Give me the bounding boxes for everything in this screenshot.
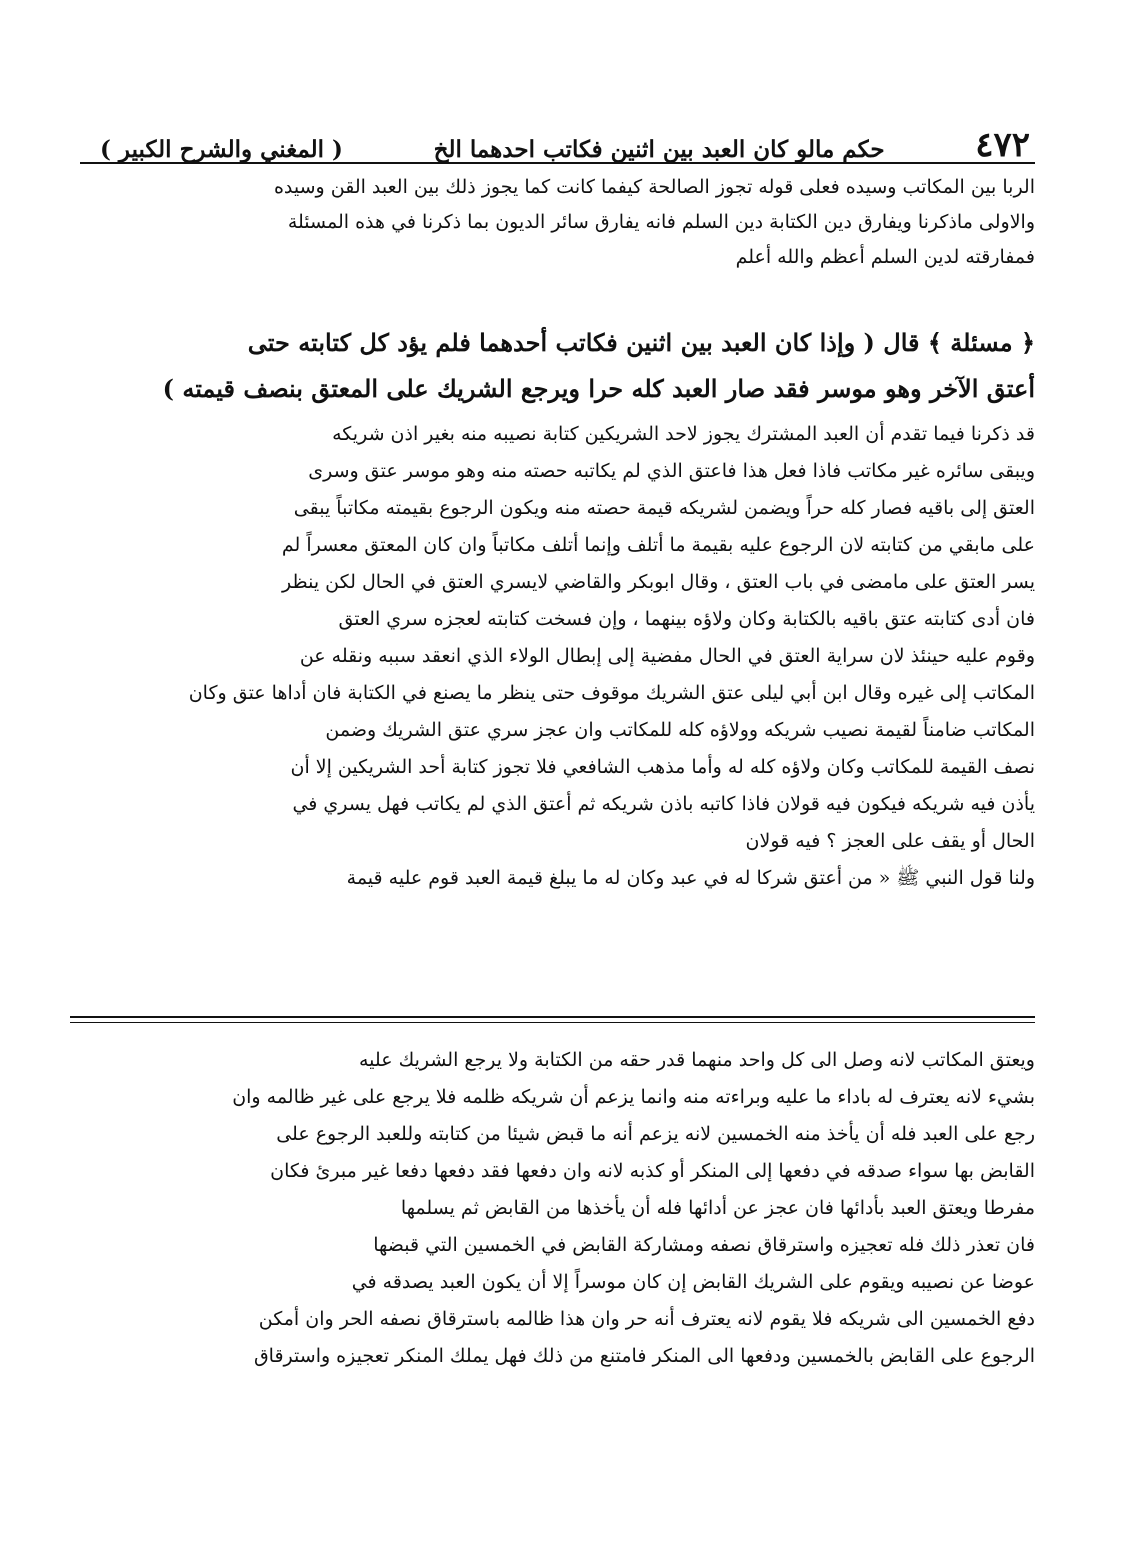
text-line: يسر العتق على مامضى في باب العتق ، وقال ابوبكر والقاضي لايسري العتق في الحال لكن ينظر: [282, 571, 1035, 593]
text-line: وقوم عليه حينئذ لان سراية العتق في الحال مفضية إلى إبطال الولاء الذي انعقد سببه ونقله عن: [299, 645, 1035, 667]
commentary-line: القابض بها سواء صدقه في دفعها إلى المنكر أو كذبه لانه وان دفعها فقد دفعها دفعا غير مبرئ فكان: [270, 1160, 1035, 1182]
section-divider-thin: [70, 1022, 1035, 1023]
commentary-line: فان تعذر ذلك فله تعجيزه واسترقاق نصفه ومشاركة القابض في الخمسين التي قبضها: [373, 1234, 1035, 1256]
text-line: نصف القيمة للمكاتب وكان ولاؤه كله له وأما مذهب الشافعي فلا تجوز كتابة أحد الشريكين إلا أن: [290, 756, 1035, 778]
text-line: الربا بين المكاتب وسيده فعلى قوله تجوز الصالحة كيفما كانت كما يجوز ذلك بين العبد القن وسيده: [273, 176, 1035, 198]
header-rule: [80, 162, 1035, 164]
book-title: ( المغني والشرح الكبير ): [100, 135, 343, 163]
masala-line: أعتق الآخر وهو موسر فقد صار العبد كله حرا ويرجع الشريك على المعتق بنصف قيمته ): [162, 374, 1035, 403]
text-line: على مابقي من كتابته لان الرجوع عليه بقيمة ما أتلف وإنما أتلف مكاتباً وان كان المعتق معسراً لم: [281, 534, 1035, 556]
section-divider: [70, 1016, 1035, 1018]
masala-line: ﴿ مسئلة ﴾ قال ( وإذا كان العبد بين اثنين فكاتب أحدهما فلم يؤد كل كتابته حتى: [247, 328, 1035, 357]
text-line: المكاتب ضامناً لقيمة نصيب شريكه وولاؤه كله للمكاتب وان عجز سري عتق الشريك وضمن: [325, 719, 1035, 741]
text-line: فان أدى كتابته عتق باقيه بالكتابة وكان ولاؤه بينهما ، وإن فسخت كتابته لعجزه سري العتق: [338, 608, 1035, 630]
text-line: ويبقى سائره غير مكاتب فاذا فعل هذا فاعتق الذي لم يكاتبه حصته منه وهو موسر عتق وسرى: [308, 460, 1035, 482]
commentary-line: ويعتق المكاتب لانه وصل الى كل واحد منهما قدر حقه من الكتابة ولا يرجع الشريك عليه: [358, 1049, 1035, 1071]
text-line: المكاتب إلى غيره وقال ابن أبي ليلى عتق الشريك موقوف حتى ينظر ما يصنع في الكتابة فان أداها عتق وكان: [188, 682, 1035, 704]
text-line: يأذن فيه شريكه فيكون فيه قولان فاذا كاتبه باذن شريكه ثم أعتق الذي لم يكاتب فهل يسري في: [292, 793, 1035, 815]
text-line: قد ذكرنا فيما تقدم أن العبد المشترك يجوز لاحد الشريكين كتابة نصيبه منه بغير اذن شريكه: [332, 423, 1035, 445]
main-text-upper: [70, 170, 1035, 275]
running-title: حكم مالو كان العبد بين اثنين فكاتب احدهما الخ: [433, 135, 885, 163]
text-line: ولنا قول النبي ﷺ « من أعتق شركا له في عبد وكان له ما يبلغ قيمة العبد قوم عليه قيمة: [346, 867, 1035, 889]
commentary-line: مفرطا ويعتق العبد بأدائها فان عجز عن أدائها فله أن يأخذها من القابض ثم يسلمها: [400, 1197, 1035, 1219]
text-line: العتق إلى باقيه فصار كله حراً ويضمن لشريكه قيمة حصته منه ويكون الرجوع بقيمته مكاتباً يبقى: [293, 497, 1035, 519]
page-number: ٤٧٢: [975, 125, 1030, 165]
page-header: [100, 112, 1030, 165]
commentary-line: دفع الخمسين الى شريكه فلا يقوم لانه يعترف أنه حر وان هذا ظالمه باسترقاق نصفه الحر وان أمكن: [258, 1308, 1035, 1330]
commentary-line: رجع على العبد فله أن يأخذ منه الخمسين لانه يزعم أنه ما قبض شيئا من كتابته وللعبد الرجوع على: [276, 1123, 1035, 1145]
text-line: الحال أو يقف على العجز ؟ فيه قولان: [745, 830, 1035, 852]
masala-heading: [70, 320, 1035, 412]
main-text-lower: [70, 416, 1035, 897]
text-line: فمفارقته لدين السلم أعظم والله أعلم: [735, 246, 1035, 268]
commentary-line: بشيء لانه يعترف له باداء ما عليه وبراءته منه وانما يزعم أن شريكه ظلمه فلا يرجع على غير ظالمه وان: [232, 1086, 1035, 1108]
commentary-line: الرجوع على القابض بالخمسين ودفعها الى المنكر فامتنع من ذلك فهل يملك المنكر تعجيزه واسترقاق: [253, 1345, 1035, 1367]
text-line: والاولى ماذكرنا ويفارق دين الكتابة دين السلم فانه يفارق سائر الديون بما ذكرنا في هذه المسئلة: [287, 211, 1035, 233]
commentary-text: [70, 1042, 1035, 1375]
commentary-line: عوضا عن نصيبه ويقوم على الشريك القابض إن كان موسراً إلا أن يكون العبد يصدقه في: [351, 1271, 1035, 1293]
